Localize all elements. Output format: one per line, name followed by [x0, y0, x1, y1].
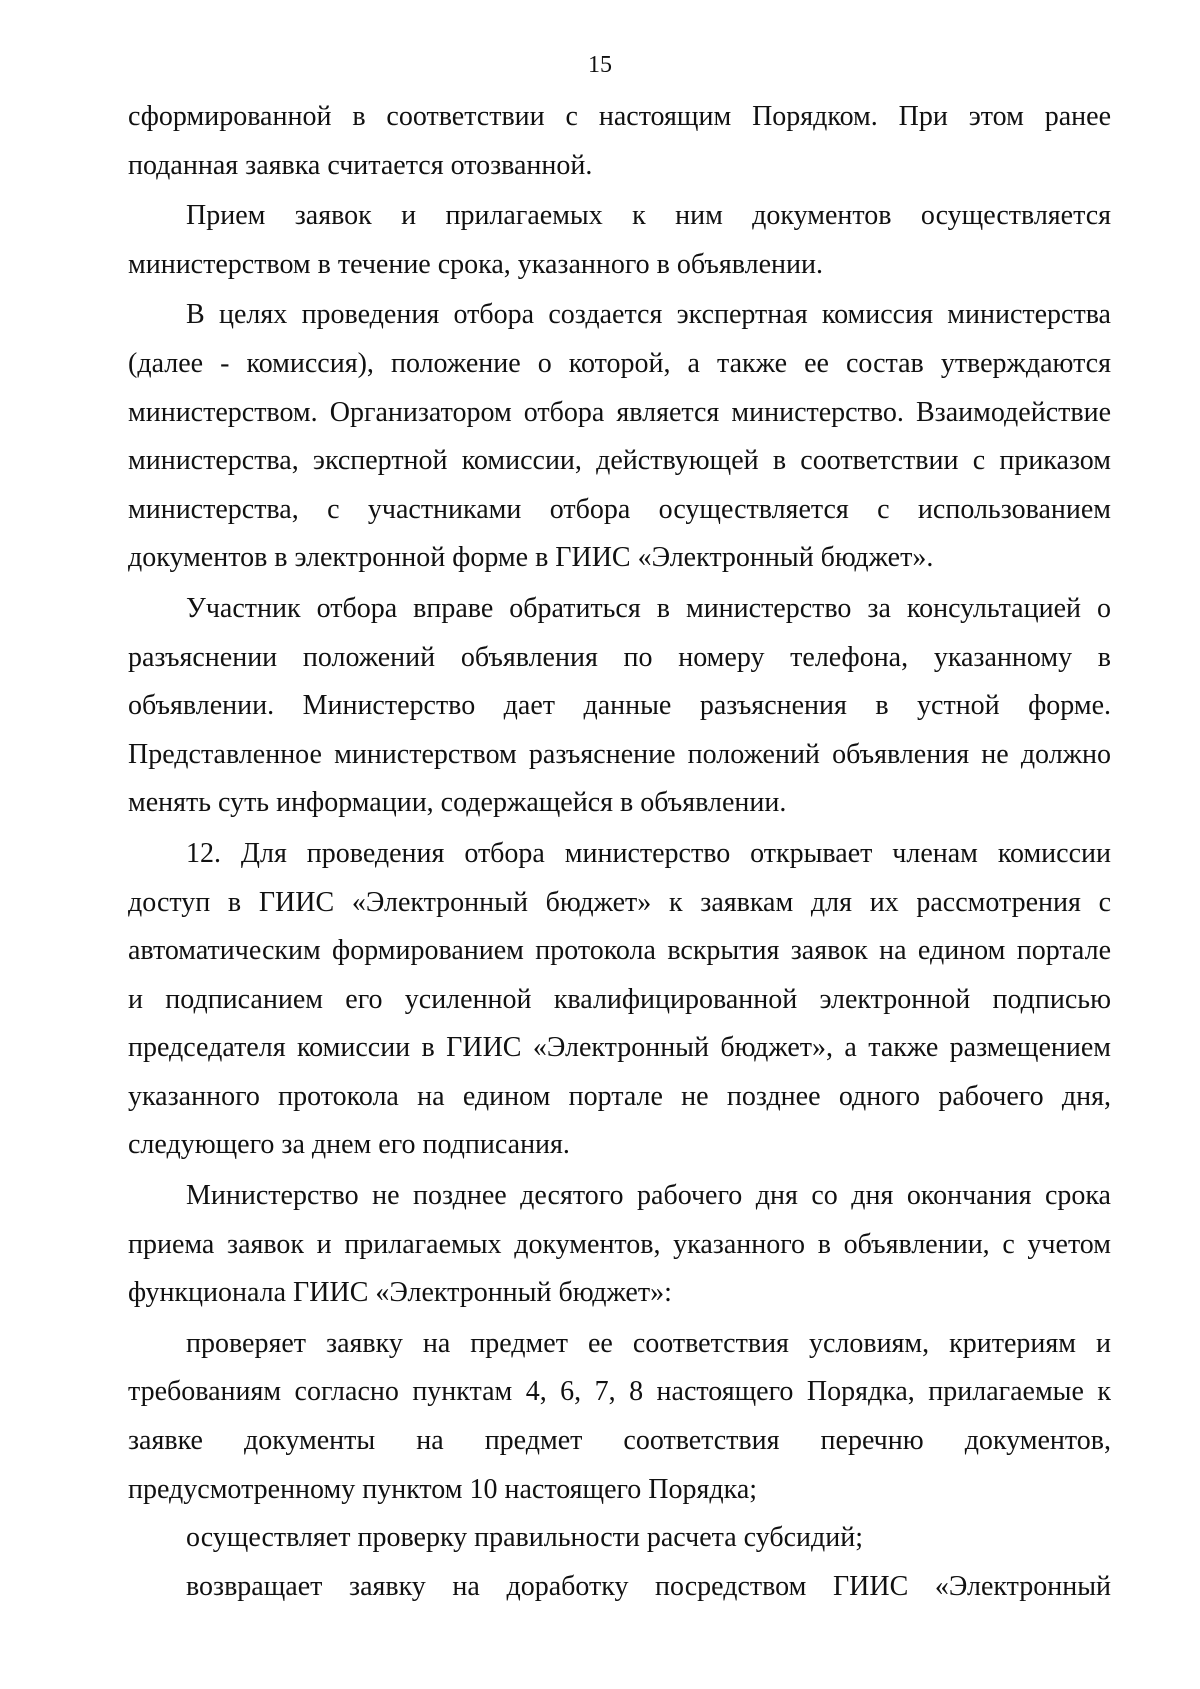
body-line: министерством. Организатором отбора является министерство. Взаимодействие — [128, 396, 1111, 428]
body-line: и подписанием его усиленной квалифицированной электронной подписью — [128, 983, 1111, 1015]
body-line: проверяет заявку на предмет ее соответствия условиям, критериям и — [186, 1327, 1111, 1359]
body-line: документов в электронной форме в ГИИС «Электронный бюджет». — [128, 542, 934, 574]
body-line: требованиям согласно пунктам 4, 6, 7, 8 настоящего Порядка, прилагаемые к — [128, 1376, 1111, 1408]
body-line: Участник отбора вправе обратиться в министерство за консультацией о — [186, 592, 1111, 624]
body-line: возвращает заявку на доработку посредством ГИИС «Электронный — [186, 1570, 1111, 1602]
body-line: председателя комиссии в ГИИС «Электронный бюджет», а также размещением — [128, 1032, 1111, 1064]
body-line: разъяснении положений объявления по номеру телефона, указанному в — [128, 641, 1111, 673]
body-line: сформированной в соответствии с настоящим Порядком. При этом ранее — [128, 101, 1111, 132]
body-line: менять суть информации, содержащейся в объявлении. — [128, 787, 787, 819]
body-line: автоматическим формированием протокола вскрытия заявок на едином портале — [128, 935, 1111, 967]
body-line: 12. Для проведения отбора министерство открывает членам комиссии — [186, 837, 1111, 869]
body-line: указанного протокола на едином портале не позднее одного рабочего дня, — [128, 1080, 1111, 1112]
body-line: предусмотренному пунктом 10 настоящего Порядка; — [128, 1473, 758, 1505]
body-line: Министерство не позднее десятого рабочего дня со дня окончания срока — [186, 1180, 1111, 1212]
body-line: осуществляет проверку правильности расчета субсидий; — [186, 1522, 863, 1554]
body-line: министерством в течение срока, указанного в объявлении. — [128, 248, 823, 280]
document-body — [128, 93, 1111, 1611]
body-line: объявлении. Министерство дает данные разъяснения в устной форме. — [128, 690, 1111, 722]
body-line: В целях проведения отбора создается экспертная комиссия министерства — [186, 299, 1111, 331]
body-line: доступ в ГИИС «Электронный бюджет» к заявкам для их рассмотрения с — [128, 886, 1111, 918]
body-line: Прием заявок и прилагаемых к ним документов осуществляется — [186, 200, 1111, 232]
body-line: Представленное министерством разъяснение положений объявления не должно — [128, 738, 1111, 770]
body-line: приема заявок и прилагаемых документов, указанного в объявлении, с учетом — [128, 1228, 1111, 1260]
body-line: поданная заявка считается отозванной. — [128, 149, 593, 181]
body-line: министерства, с участниками отбора осуществляется с использованием — [128, 493, 1111, 525]
body-line: следующего за днем его подписания. — [128, 1129, 570, 1161]
body-line: заявке документы на предмет соответствия перечню документов, — [128, 1425, 1111, 1457]
body-line: (далее - комиссия), положение о которой, а также ее состав утверждаются — [128, 347, 1111, 379]
page-number: 15 — [588, 52, 612, 78]
body-line: министерства, экспертной комиссии, действующей в соответствии с приказом — [128, 445, 1111, 477]
body-line: функционала ГИИС «Электронный бюджет»: — [128, 1277, 672, 1309]
